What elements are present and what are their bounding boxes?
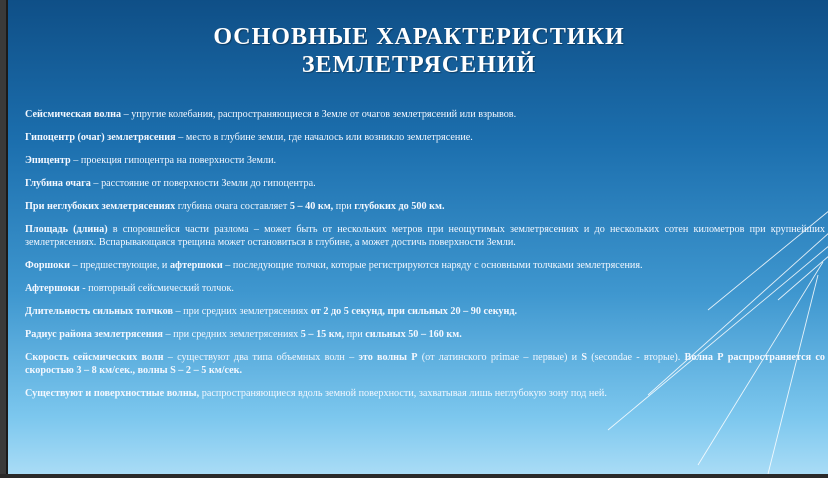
term: Радиус района землетрясения — [25, 329, 163, 340]
term: Сейсмическая волна — [25, 109, 122, 120]
definition: – при средних землетрясениях — [162, 329, 301, 340]
item-seismic-wave — [25, 108, 825, 121]
term: Афтершоки — [25, 283, 80, 294]
term: Существуют и поверхностные волны, — [25, 388, 200, 399]
term: Форшоки — [25, 260, 70, 271]
item-shallow-quakes — [25, 200, 825, 213]
term: Длительность сильных толчков — [25, 306, 173, 317]
definition: – при средних землетрясениях — [172, 306, 311, 317]
definition: при — [333, 201, 355, 212]
value: Волна Р распространяется со скоростью 3 – 8 км/сек., волны S – 2 – 5 км/сек. — [25, 352, 825, 376]
definition: (от латинского primae – первые) и — [417, 352, 582, 363]
item-radius — [25, 328, 825, 341]
term: Площадь (длина) — [25, 224, 108, 235]
presentation-slide — [6, 0, 828, 474]
value: сильных 50 – 160 км. — [365, 329, 462, 340]
item-wave-speed — [25, 351, 825, 377]
definition: (secondae - вторые). — [587, 352, 685, 363]
item-area — [25, 223, 825, 249]
term: Гипоцентр (очаг) землетрясения — [25, 132, 176, 143]
slide-content — [25, 108, 825, 410]
item-duration — [25, 305, 825, 318]
definition: при — [344, 329, 366, 340]
bottom-border — [0, 474, 828, 478]
definition: – место в глубине земли, где началось или возникло землетрясение. — [175, 132, 473, 143]
value: S — [581, 352, 588, 363]
term: Эпицентр — [25, 155, 71, 166]
definition: – предшествующие, и — [69, 260, 170, 271]
slide-title-line-2: ЗЕМЛЕТРЯСЕНИЙ — [301, 52, 537, 78]
term: афтершоки — [169, 260, 223, 271]
term: Глубина очага — [25, 178, 91, 189]
term: Скорость сейсмических волн — [25, 352, 164, 363]
definition: глубина очага составляет — [175, 201, 290, 212]
value: 5 – 40 км, — [289, 201, 334, 212]
definition: – последующие толчки, которые регистрируются наряду с основными толчками землетрясения. — [222, 260, 643, 271]
term: При неглубоких землетрясениях — [25, 201, 176, 212]
value: глубоких до 500 км. — [354, 201, 445, 212]
item-surface-waves — [25, 387, 825, 400]
item-hypocenter — [25, 131, 825, 144]
value: от 2 до 5 секунд, при сильных 20 – 90 секунд. — [310, 306, 518, 317]
definition: – упругие колебания, распространяющиеся в Земле от очагов землетрясений или взрывов. — [121, 109, 517, 120]
definition: – проекция гипоцентра на поверхности Земли. — [70, 155, 277, 166]
definition: - повторный сейсмический толчок. — [79, 283, 234, 294]
definition: в споровшейся части разлома – может быть от нескольких метров при неощутимых землетрясениях и до нескольких сотен километров при крупнейших землетрясениях. Вспарывающаяся трещина может остановиться в глубине, а может достичь поверхности Земли. — [25, 224, 825, 248]
item-foreshocks — [25, 259, 825, 272]
value: 5 – 15 км, — [300, 329, 345, 340]
definition: – существуют два типа объемных волн – — [163, 352, 359, 363]
item-epicenter — [25, 154, 825, 167]
item-aftershocks — [25, 282, 825, 295]
slide-title-line-1: ОСНОВНЫЕ ХАРАКТЕРИСТИКИ — [213, 24, 625, 50]
value: это волны Р — [358, 352, 418, 363]
definition: – расстояние от поверхности Земли до гипоцентра. — [90, 178, 316, 189]
definition: распространяющиеся вдоль земной поверхности, захватывая лишь неглубокую зону под ней. — [199, 388, 607, 399]
item-focus-depth — [25, 177, 825, 190]
